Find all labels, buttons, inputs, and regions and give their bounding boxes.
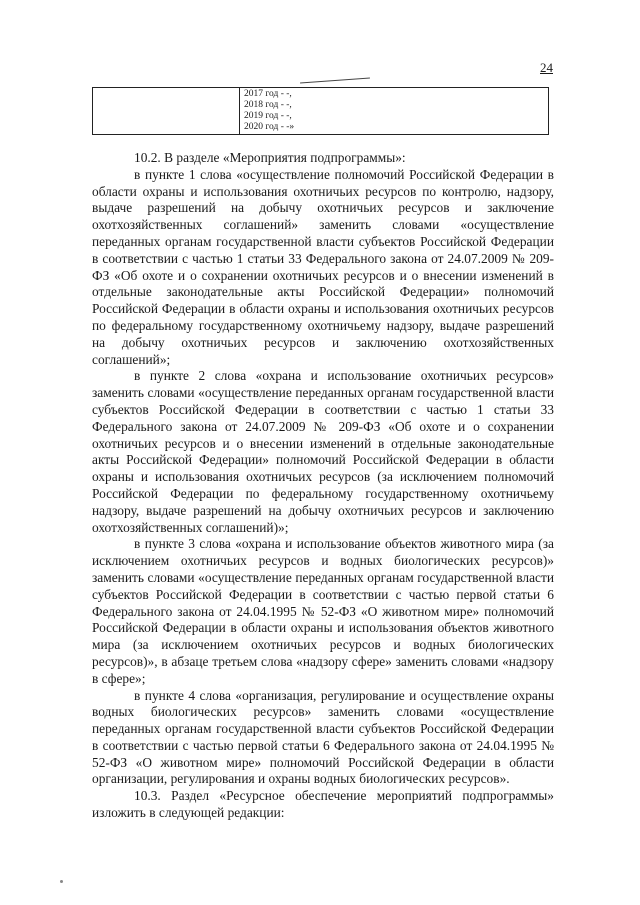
paragraph-point-4: в пункте 4 слова «организация, регулирование и осуществление охраны водных биологических ресурсов» заменить словами «осуществление переданных органам государственной власти субъектов Российской Федерации в соответствии с частью первой статьи 6 Федерального закона от 24.04.1995 № 52-ФЗ «О животном мире» полномочий Российской Федерации в области организации, регулирования и охраны водных биологических ресурсов». bbox=[92, 687, 554, 787]
table-cell-empty bbox=[93, 88, 240, 135]
document-body bbox=[92, 150, 554, 822]
paragraph-section-10-3: 10.3. Раздел «Ресурсное обеспечение мероприятий подпрограммы» изложить в следующей редакции: bbox=[92, 788, 554, 821]
section-heading: 10.2. В разделе «Мероприятия подпрограммы»: bbox=[134, 150, 406, 165]
year-line: 2018 год - -, bbox=[244, 100, 292, 110]
paragraph-point-1: в пункте 1 слова «осуществление полномочий Российской Федерации в области охраны и использования охотничьих ресурсов по контролю, надзору, выдаче разрешений на добычу охотничьих ресурсов и заключение охотхозяйственных соглашений» заменить словами «осуществление переданных органам государственной власти субъектов Российской Федерации в соответствии с частью 1 статьи 33 Федерального закона от 24.07.2009 № 209-ФЗ «Об охоте и о сохранении охотничьих ресурсов и о внесении изменений в отдельные законодательные акты Российской Федерации» полномочий Российской Федерации в области охраны и использования охотничьих ресурсов по федеральному государственному охотничьему надзору, выдаче разрешений на добычу охотничьих ресурсов и заключению охотхозяйственных соглашений»; bbox=[92, 166, 554, 367]
year-line: 2019 год - -, bbox=[244, 111, 292, 121]
table-cell-years bbox=[240, 88, 549, 135]
scan-speck bbox=[60, 880, 63, 883]
year-line: 2017 год - -, bbox=[244, 89, 292, 99]
table-row bbox=[93, 88, 549, 135]
page-number: 24 bbox=[540, 60, 553, 75]
year-line: 2020 год - -» bbox=[244, 122, 295, 132]
pen-stroke-mark bbox=[300, 78, 370, 84]
paragraph-point-3: в пункте 3 слова «охрана и использование объектов животного мира (за исключением охотничьих ресурсов и водных биологических ресурсов)» заменить словами «осуществление переданных органам государственной власти субъектов Российской Федерации в соответствии с частью первой статьи 6 Федерального закона от 24.04.1995 № 52-ФЗ «О животном мире» полномочий Российской Федерации в области охраны и использования объектов животного мира (за исключением охотничьих ресурсов и водных биологических ресурсов)», в абзаце третьем слова «надзору сфере» заменить словами «надзору в сфере»; bbox=[92, 536, 554, 686]
carryover-table bbox=[92, 87, 549, 135]
paragraph-point-2: в пункте 2 слова «охрана и использование охотничьих ресурсов» заменить словами «осуществление переданных органам государственной власти субъектов Российской Федерации в соответствии с частью 1 статьи 33 Федерального закона от 24.07.2009 № 209-ФЗ «Об охоте и о сохранении охотничьих ресурсов и о внесении изменений в отдельные законодательные акты Российской Федерации» полномочий Российской Федерации в области охраны и использования охотничьих ресурсов (за исключением полномочий Российской Федерации по федеральному государственному охотничьему надзору, выдаче разрешений на добычу охотничьих ресурсов и заключению охотхозяйственных соглашений)»; bbox=[92, 368, 554, 535]
